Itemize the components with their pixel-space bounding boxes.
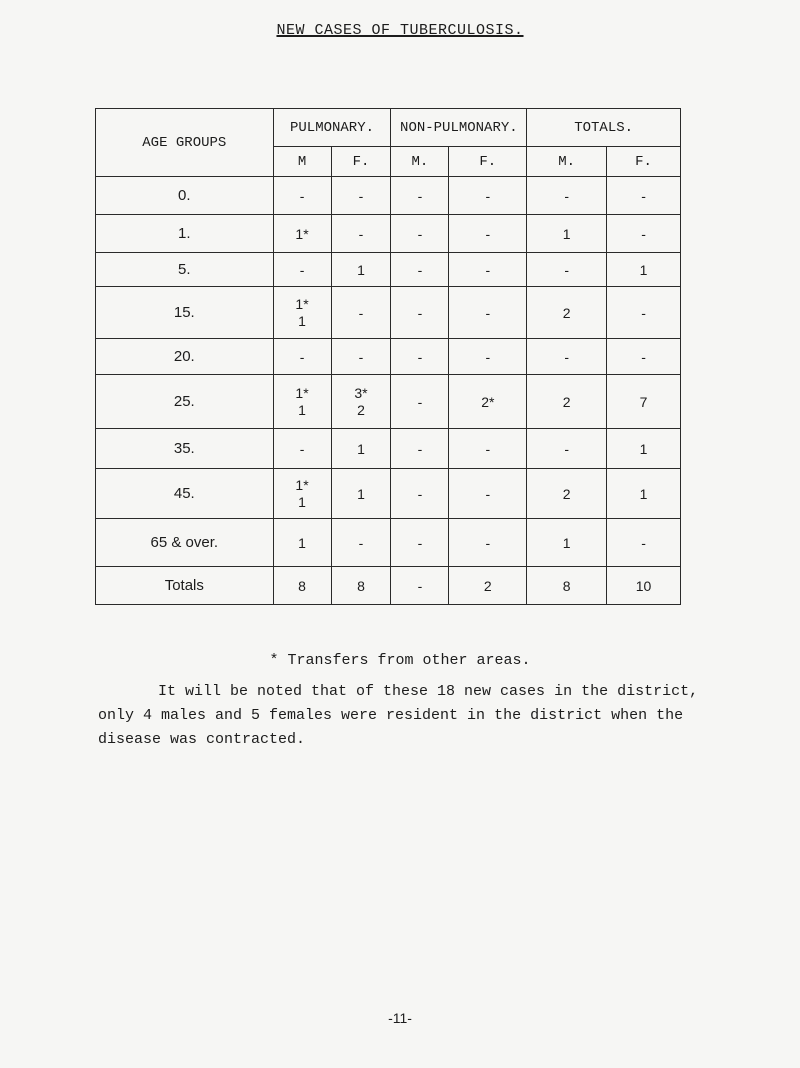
data-cell: -	[391, 469, 449, 519]
tuberculosis-cases-table	[95, 108, 681, 605]
sub-header: M.	[527, 147, 607, 177]
paragraph-line: disease was contracted.	[98, 731, 306, 748]
age-group-cell: Totals	[96, 567, 274, 605]
age-group-cell: 65 & over.	[96, 519, 274, 567]
data-cell: -	[391, 177, 449, 215]
data-cell: -	[449, 339, 527, 375]
table-row	[96, 567, 681, 605]
data-cell: 8	[527, 567, 607, 605]
data-cell: -	[391, 287, 449, 339]
age-group-cell: 0.	[96, 177, 274, 215]
data-cell: -	[391, 429, 449, 469]
data-cell: 2	[527, 469, 607, 519]
data-cell: 1	[607, 253, 681, 287]
data-cell: -	[527, 429, 607, 469]
data-cell: -	[449, 429, 527, 469]
data-cell: 1* 1	[273, 287, 331, 339]
data-cell: 2	[527, 375, 607, 429]
data-cell: 2*	[449, 375, 527, 429]
data-cell: 2	[449, 567, 527, 605]
data-cell: -	[391, 215, 449, 253]
table-row	[96, 519, 681, 567]
data-cell: -	[607, 339, 681, 375]
page-number: -11-	[388, 1010, 412, 1026]
age-groups-header: AGE GROUPS	[96, 109, 274, 177]
data-cell: -	[607, 287, 681, 339]
data-cell: 1	[527, 519, 607, 567]
data-cell: -	[449, 469, 527, 519]
data-cell: 1	[273, 519, 331, 567]
data-cell: -	[331, 287, 391, 339]
body-paragraph	[98, 680, 738, 752]
age-group-cell: 25.	[96, 375, 274, 429]
paragraph-line: only 4 males and 5 females were resident in the district when the	[98, 707, 684, 724]
age-group-cell: 15.	[96, 287, 274, 339]
data-cell: 7	[607, 375, 681, 429]
data-cell: 1	[607, 469, 681, 519]
data-cell: -	[273, 339, 331, 375]
data-cell: -	[273, 253, 331, 287]
data-cell: -	[607, 215, 681, 253]
data-cell: -	[391, 519, 449, 567]
page-title: NEW CASES OF TUBERCULOSIS.	[276, 22, 524, 39]
footnote: * Transfers from other areas.	[269, 652, 531, 669]
data-cell: -	[391, 253, 449, 287]
data-cell: -	[449, 287, 527, 339]
age-group-cell: 35.	[96, 429, 274, 469]
table-row	[96, 339, 681, 375]
data-cell: 2	[527, 287, 607, 339]
data-cell: -	[331, 215, 391, 253]
data-cell: -	[607, 177, 681, 215]
data-cell: -	[527, 339, 607, 375]
sub-header: M.	[391, 147, 449, 177]
table-row	[96, 429, 681, 469]
data-cell: -	[449, 253, 527, 287]
table-row	[96, 375, 681, 429]
sub-header: F.	[331, 147, 391, 177]
table-row	[96, 469, 681, 519]
data-cell: 1	[527, 215, 607, 253]
table-row	[96, 287, 681, 339]
sub-header: F.	[607, 147, 681, 177]
age-group-cell: 1.	[96, 215, 274, 253]
data-cell: -	[449, 519, 527, 567]
data-cell: -	[527, 177, 607, 215]
data-cell: 1*	[273, 215, 331, 253]
data-cell: -	[273, 177, 331, 215]
data-cell: 1	[331, 429, 391, 469]
data-cell: 1* 1	[273, 469, 331, 519]
group-header-non-pulmonary: NON-PULMONARY.	[391, 109, 527, 147]
data-cell: -	[331, 339, 391, 375]
data-cell: -	[449, 215, 527, 253]
data-cell: 1	[331, 253, 391, 287]
data-cell: -	[331, 177, 391, 215]
data-cell: -	[391, 375, 449, 429]
age-group-cell: 5.	[96, 253, 274, 287]
data-cell: 1	[331, 469, 391, 519]
table-row	[96, 253, 681, 287]
table-row	[96, 215, 681, 253]
data-cell: -	[607, 519, 681, 567]
group-header-totals: TOTALS.	[527, 109, 681, 147]
data-cell: 1* 1	[273, 375, 331, 429]
sub-header: M	[273, 147, 331, 177]
age-group-cell: 20.	[96, 339, 274, 375]
data-cell: 8	[273, 567, 331, 605]
data-cell: -	[527, 253, 607, 287]
age-group-cell: 45.	[96, 469, 274, 519]
data-cell: -	[273, 429, 331, 469]
data-cell: 3* 2	[331, 375, 391, 429]
data-cell: 10	[607, 567, 681, 605]
data-cell: -	[391, 567, 449, 605]
data-cell: -	[331, 519, 391, 567]
sub-header: F.	[449, 147, 527, 177]
table-row	[96, 177, 681, 215]
paragraph-line: It will be noted that of these 18 new cases in the district,	[158, 683, 699, 700]
group-header-pulmonary: PULMONARY.	[273, 109, 391, 147]
data-cell: -	[449, 177, 527, 215]
data-cell: 8	[331, 567, 391, 605]
data-cell: -	[391, 339, 449, 375]
data-cell: 1	[607, 429, 681, 469]
